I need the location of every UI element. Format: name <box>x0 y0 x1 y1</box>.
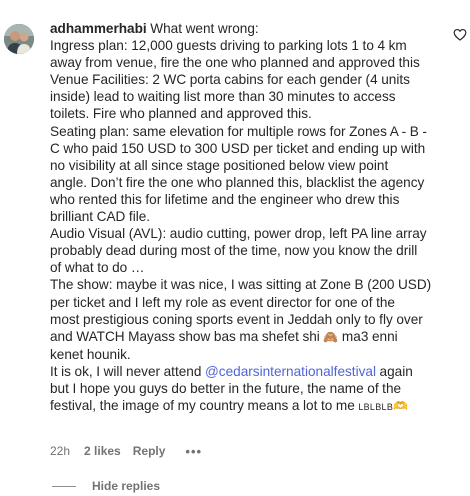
comment-line: Ingress plan: 12,000 guests driving to parking lots 1 to 4 km <box>50 38 407 54</box>
see-no-evil-monkey-icon: 🙈 <box>323 329 339 344</box>
hide-replies-button[interactable] <box>52 479 160 493</box>
comment-line <box>50 363 450 380</box>
comment-line: away from venue, fire the one who planned and approved this <box>50 55 420 71</box>
comment-line <box>50 20 450 37</box>
heart-hands-icon: 🫶 <box>393 399 409 414</box>
comment-meta-row <box>50 443 202 459</box>
comment-line: who rented this for lifetime and the engineer who drew this <box>50 191 400 207</box>
comment-line: of what to do … <box>50 260 145 276</box>
comment-body <box>50 20 450 416</box>
heart-outline-icon <box>453 28 467 41</box>
comment-line: inside) lead to waiting list more than 30 minutes to access <box>50 89 396 105</box>
comment-timestamp[interactable]: 22h <box>50 444 71 458</box>
comment-line: angle. Don’t fire the one who planned this, blacklist the agency <box>50 174 425 190</box>
comment-text-segment: It is ok, I will never attend <box>50 363 205 379</box>
comment-username[interactable]: adhammerhabi <box>50 21 147 36</box>
avatar-photo <box>4 24 34 54</box>
more-dots-icon[interactable]: ••• <box>185 443 203 459</box>
mention-link[interactable]: @cedarsinternationalfestival <box>205 363 376 379</box>
reply-button[interactable]: Reply <box>132 444 166 458</box>
comment-line: The show: maybe it was nice, I was sitting at Zone B (200 USD) <box>50 277 432 293</box>
replies-divider <box>52 486 76 487</box>
comment-line: Audio Visual (AVL): audio cutting, power drop, left PA line array <box>50 226 427 242</box>
comment-line: most prestigious coning sports event in Jeddah only to fly over <box>50 311 423 327</box>
comment-line: brilliant CAD file. <box>50 209 151 225</box>
comment-text-segment: LBLBLB <box>358 402 394 413</box>
comment-line: Venue Facilities: 2 WC porta cabins for each gender (4 units <box>50 72 410 88</box>
comment-line <box>50 328 450 346</box>
comment-line: Seating plan: same elevation for multiple rows for Zones A - B - <box>50 123 427 139</box>
comment-text-segment: What went wrong: <box>146 21 259 36</box>
hide-replies-label: Hide replies <box>92 479 161 493</box>
likes-count-button[interactable]: 2 likes <box>84 444 121 458</box>
comment-text-segment: again <box>375 363 413 379</box>
like-comment-button[interactable] <box>453 28 469 44</box>
comment-text-segment: ma3 enni <box>338 328 398 344</box>
comment-line: C who paid 150 USD to 300 USD per ticket and ending up with <box>50 140 426 156</box>
comment-line: no visibility at all since stage positioned below view point <box>50 157 389 173</box>
comment-line: kenet hounik. <box>50 346 131 362</box>
comment-line <box>50 397 450 416</box>
avatar[interactable] <box>4 24 34 54</box>
comment-text-segment: and WATCH Mayass show bas ma shefet shi <box>50 328 320 344</box>
comment-text-segment: festival, the image of my country means a lot to me <box>50 398 359 414</box>
comment-line: but I hope you guys do better in the future, the name of the <box>50 380 402 396</box>
comment-line: per ticket and I left my role as event director for one of the <box>50 294 395 310</box>
comment-line: toilets. Fire who planned and approved this. <box>50 106 312 122</box>
comment-line: probably dead during most of the time, now you know the drill <box>50 243 418 259</box>
